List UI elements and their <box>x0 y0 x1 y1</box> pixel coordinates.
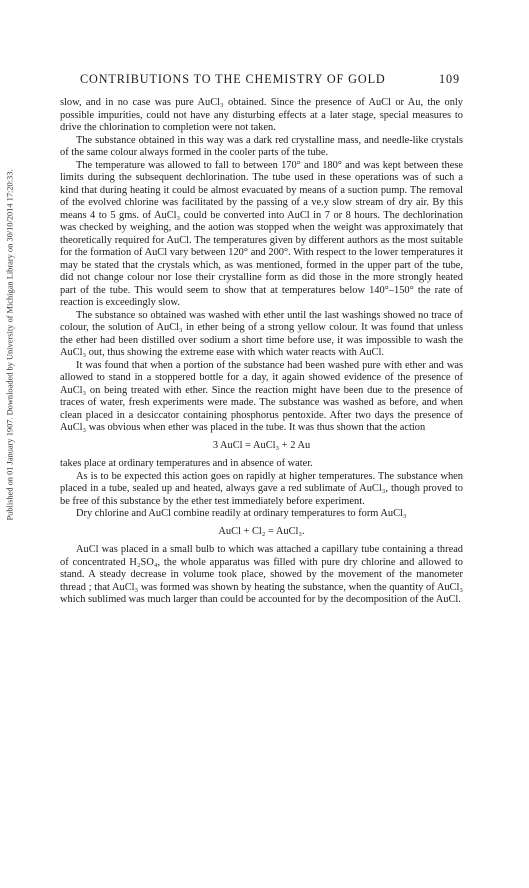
page-number: 109 <box>439 72 460 86</box>
paragraph: The temperature was allowed to fall to between 170° and 180° and was kept between these limits during the subsequent dechlorination. The tube used in these operations was of such a kind that during heating it could be almost evacuated by means of a suction pump. The removal of the evolved chlorine was facilitated by the passing of a ve.y slow stream of dry air. By this means 4 to 5 gms. of AuCl₃ could be converted into AuCl in 7 or 8 hours. The dechlorination was checked by weighing, and the aotion was stopped when the weight was approximately that theoretically required for AuCl. The temperatures given by different authors as the most suitable for the formation of AuCl vary between 120° and 200°. With respect to the lower temperatures it may be stated that the crystals which, as was mentioned, formed in the upper part of the tube, did not change colour nor lose their crystalline form as did those in the more strongly heated part of the tube. This would seem to show that at temperatures below 140°–150° the rate of reaction is exceedingly slow. <box>60 159 463 308</box>
paragraph: takes place at ordinary temperatures and in absence of water. <box>60 458 313 469</box>
download-watermark <box>2 95 18 595</box>
paragraph: The substance so obtained was washed with ether until the last washings showed no trace of colour, the solution of AuCl₃ in ether being of a strong yellow colour. It was found that unless the ether had been distilled over sodium a short time before use, it was impossible to wash the AuCl₃ out, thus showing the extreme ease with which water reacts with AuCl. <box>60 309 463 358</box>
paragraph: Dry chlorine and AuCl combine readily at ordinary temperatures to form AuCl₃ <box>76 508 407 519</box>
paragraph: slow, and in no case was pure AuCl₃ obtained. Since the presence of AuCl or Au, the only possible impurities, could not have any disturbing effects at a later stage, special measures to drive the chlorination to completion were not taken. <box>60 97 463 133</box>
download-watermark-text: Published on 01 January 1907. Downloaded by University of Michigan Library on 30/10/2014 17:20:33. <box>5 169 15 521</box>
paragraph: It was found that when a portion of the substance had been washed pure with ether and was allowed to stand in a stoppered bottle for a day, it again showed evidence of the presence of AuCl₃ on being treated with ether. Since the reaction might have been due to the presence of traces of water, fresh experiments were made. The substance was washed as before, and when clean placed in a desiccator containing phosphorus pentoxide. After two days the presence of AuCl₃ was obvious when ether was placed in the tube. It was thus shown that the action <box>60 359 463 433</box>
equation-disproportionation: 3 AuCl = AuCl₃ + 2 Au <box>212 439 311 451</box>
article-body <box>60 97 463 607</box>
running-title: CONTRIBUTIONS TO THE CHEMISTRY OF GOLD <box>80 72 386 86</box>
equation-chlorination: AuCl + Cl₂ = AuCl₃. <box>218 525 305 537</box>
paragraph: AuCl was placed in a small bulb to which was attached a capillary tube containing a thread of concentrated H₂SO₄, the whole apparatus was filled with pure dry chlorine and allowed to stand. A steady decrease in volume took place, showed by the movement of the manometer thread ; that AuCl₃ was formed was shown by heating the substance, when the quantity of AuCl₃ which sublimed was much larger than could be accounted for by the decomposition of the AuCl. <box>60 544 463 605</box>
paragraph: The substance obtained in this way was a dark red crystalline mass, and needle-like crystals of the same colour always formed in the cooler parts of the tube. <box>60 134 463 158</box>
running-header <box>80 72 460 87</box>
paragraph: As is to be expected this action goes on rapidly at higher temperatures. The substance when placed in a tube, sealed up and heated, always gave a red sublimate of AuCl₃, though proved to be free of this substance by the ether test immediately before experiment. <box>60 470 463 507</box>
